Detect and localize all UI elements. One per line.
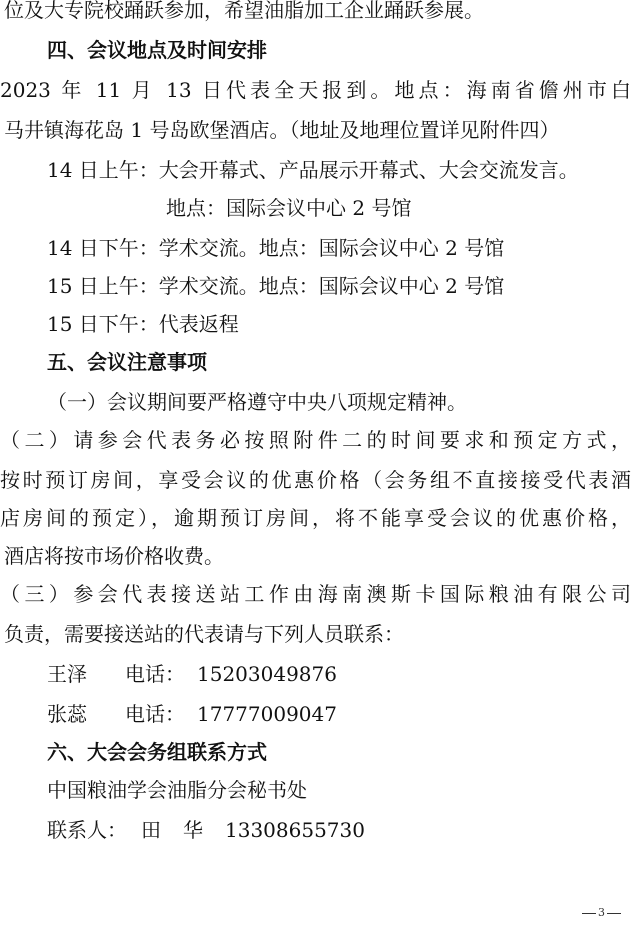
paragraph-line: 店房间的预定），逾期预订房间，将不能享受会议的优惠价格，	[0, 506, 631, 530]
page-number: 3	[582, 906, 621, 919]
paragraph-line: 负责，需要接送站的代表请与下列人员联系：	[4, 622, 404, 646]
section-heading-4: 四、会议地点及时间安排	[47, 38, 267, 62]
contact-phone-label: 电话：	[125, 702, 185, 726]
schedule-line: 地点：国际会议中心 2 号馆	[166, 196, 412, 220]
contact-name: 张蕊	[47, 702, 87, 726]
paragraph-line: （二）请参会代表务必按照附件二的时间要求和预定方式，	[0, 428, 631, 452]
contact-row	[47, 662, 337, 686]
schedule-line: 15 日下午：代表返程	[47, 312, 239, 336]
liaison-phone: 13308655730	[225, 818, 365, 842]
section-heading-6: 六、大会会务组联系方式	[47, 740, 267, 764]
paragraph-line: 马井镇海花岛 1 号岛欧堡酒店。（地址及地理位置详见附件四）	[4, 118, 560, 142]
liaison-row	[47, 818, 365, 842]
contact-phone: 15203049876	[197, 662, 337, 686]
paragraph-line: （一）会议期间要严格遵守中央八项规定精神。	[47, 390, 467, 414]
paragraph-line: 位及大专院校踊跃参加，希望油脂加工企业踊跃参展。	[4, 0, 484, 22]
liaison-name-second: 华	[183, 818, 203, 842]
contact-name: 王泽	[47, 662, 87, 686]
schedule-line: 15 日上午：学术交流。地点：国际会议中心 2 号馆	[47, 274, 505, 298]
liaison-name-first: 田	[141, 818, 161, 842]
paragraph-line: （三）参会代表接送站工作由海南澳斯卡国际粮油有限公司	[0, 582, 631, 606]
contact-row	[47, 702, 337, 726]
section-heading-5: 五、会议注意事项	[47, 350, 207, 374]
contact-phone-label: 电话：	[125, 662, 185, 686]
contact-phone: 17777009047	[197, 702, 337, 726]
paragraph-line: 2023 年 11 月 13 日代表全天报到。地点：海南省儋州市白	[0, 78, 631, 102]
schedule-line: 14 日上午：大会开幕式、产品展示开幕式、大会交流发言。	[47, 158, 579, 182]
schedule-line: 14 日下午：学术交流。地点：国际会议中心 2 号馆	[47, 236, 505, 260]
paragraph-line: 按时预订房间，享受会议的优惠价格（会务组不直接接受代表酒	[0, 468, 631, 492]
organization-line: 中国粮油学会油脂分会秘书处	[47, 778, 307, 802]
liaison-label: 联系人：	[47, 818, 127, 842]
paragraph-line: 酒店将按市场价格收费。	[4, 544, 224, 568]
